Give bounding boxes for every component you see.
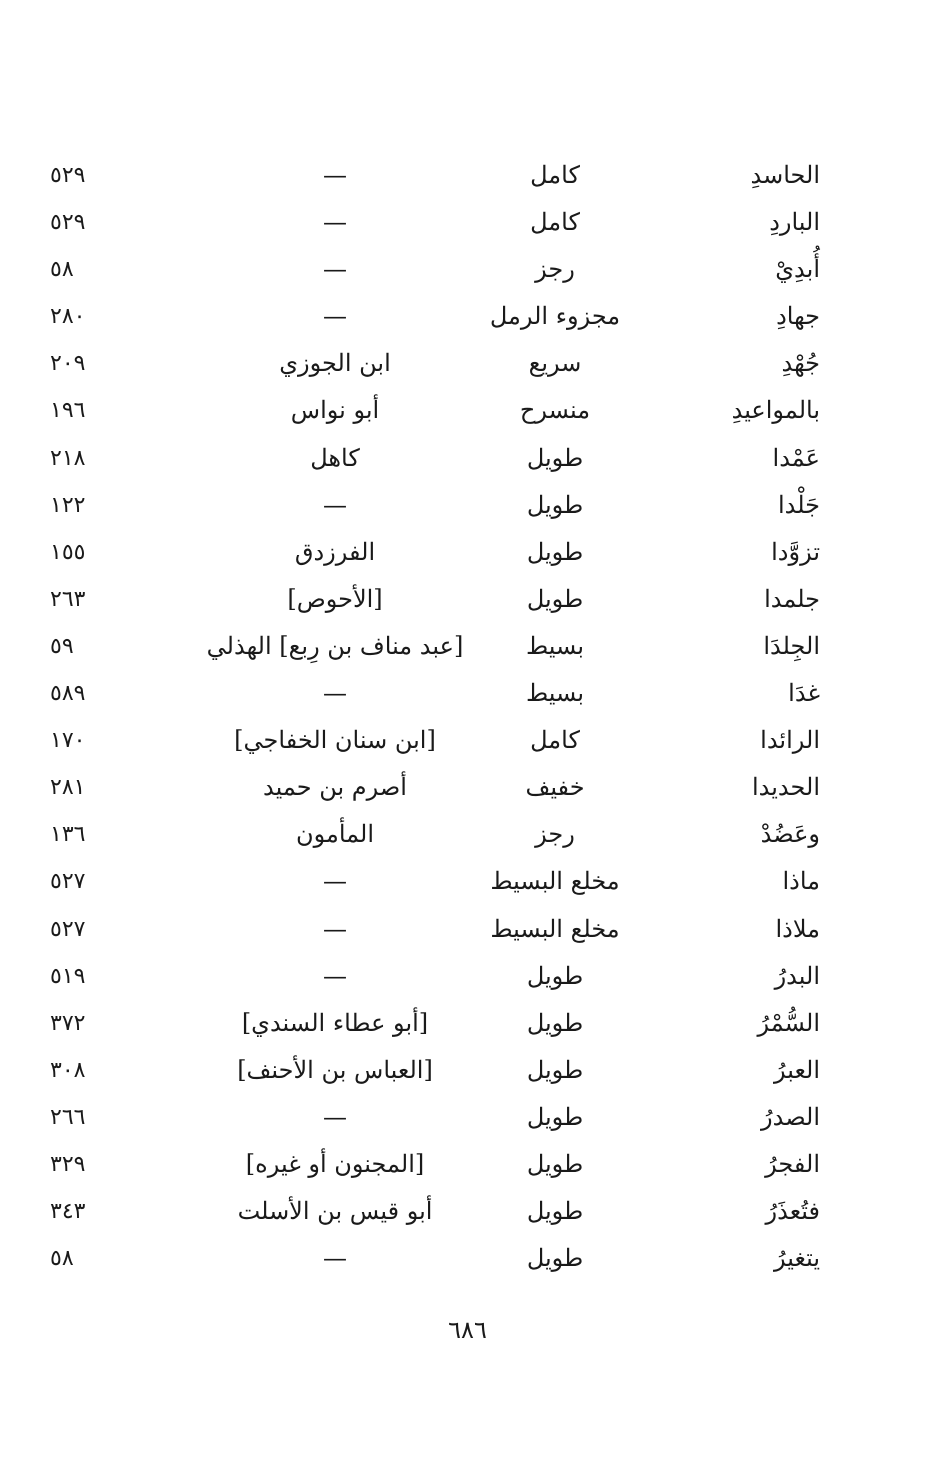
rhyme-word: تزوَّدا bbox=[771, 537, 820, 566]
page-ref: ٥٢٩ bbox=[50, 210, 86, 236]
table-row bbox=[50, 246, 840, 293]
table-row bbox=[50, 293, 840, 340]
table-row bbox=[50, 906, 840, 953]
meter: رجز bbox=[535, 255, 575, 284]
page-ref: ٥٨ bbox=[50, 1246, 74, 1272]
poet: أصرم بن حميد bbox=[263, 773, 407, 802]
rhyme-word: غدَا bbox=[788, 679, 820, 708]
page-ref: ٥١٩ bbox=[50, 963, 86, 989]
page-ref: ٢١٨ bbox=[50, 445, 86, 471]
rhyme-word: جهادِ bbox=[776, 302, 820, 331]
meter: طويل bbox=[526, 490, 584, 519]
table-row bbox=[50, 529, 840, 576]
poet: — bbox=[323, 490, 347, 519]
table-row bbox=[50, 670, 840, 717]
meter: سريع bbox=[528, 349, 582, 378]
rhyme-word: وعَضُدْ bbox=[760, 820, 820, 849]
meter: رجز bbox=[535, 820, 575, 849]
page-ref: ٥٨ bbox=[50, 257, 74, 283]
rhyme-word: العبرُ bbox=[773, 1055, 820, 1084]
rhyme-word: الرائدا bbox=[760, 726, 820, 755]
table-row bbox=[50, 811, 840, 858]
poet: [عبد مناف بن رِبع] الهذلي bbox=[206, 631, 464, 660]
meter: كامل bbox=[530, 726, 580, 755]
table-row bbox=[50, 482, 840, 529]
table-row bbox=[50, 953, 840, 1000]
table-row bbox=[50, 199, 840, 246]
rhyme-word: يتغيرُ bbox=[774, 1244, 820, 1273]
poet: أبو قيس بن الأسلت bbox=[237, 1197, 433, 1226]
table-row bbox=[50, 387, 840, 434]
table-row bbox=[50, 1188, 840, 1235]
meter: خفيف bbox=[525, 773, 585, 802]
page-ref: ٢٠٩ bbox=[50, 351, 86, 377]
page-ref: ١٩٦ bbox=[50, 398, 86, 424]
poet: [الأحوص] bbox=[287, 584, 383, 613]
table-row bbox=[50, 435, 840, 482]
poet: — bbox=[323, 961, 347, 990]
poet: — bbox=[323, 302, 347, 331]
page-ref: ٣٧٢ bbox=[50, 1010, 86, 1036]
meter: طويل bbox=[526, 1149, 584, 1178]
poet: كاهل bbox=[310, 443, 360, 472]
rhyme-word: البدرُ bbox=[774, 961, 820, 990]
poet: — bbox=[323, 867, 347, 896]
meter: مخلع البسيط bbox=[490, 867, 620, 896]
page-ref: ٢٦٦ bbox=[50, 1104, 86, 1130]
meter: كامل bbox=[530, 208, 580, 237]
poet: [ابن سنان الخفاجي] bbox=[234, 726, 436, 755]
poet: ابن الجوزي bbox=[279, 349, 391, 378]
page-ref: ١٣٦ bbox=[50, 822, 86, 848]
table-row bbox=[50, 340, 840, 387]
meter: طويل bbox=[526, 537, 584, 566]
rhyme-word: السُّمْرُ bbox=[757, 1008, 820, 1037]
meter: طويل bbox=[526, 1197, 584, 1226]
page-ref: ٥٢٧ bbox=[50, 916, 86, 942]
poet: الفرزدق bbox=[294, 537, 376, 566]
table-row bbox=[50, 1094, 840, 1141]
rhyme-word: الحديدا bbox=[751, 773, 820, 802]
poet: — bbox=[323, 208, 347, 237]
table-row bbox=[50, 858, 840, 905]
poet: أبو نواس bbox=[290, 396, 380, 425]
meter: طويل bbox=[526, 1102, 584, 1131]
rhyme-word: جَلْدا bbox=[777, 490, 820, 519]
meter: طويل bbox=[526, 961, 584, 990]
meter: بسيط bbox=[525, 631, 585, 660]
poetry-index-table bbox=[50, 152, 840, 1282]
meter: طويل bbox=[526, 443, 584, 472]
page-ref: ٥٨٩ bbox=[50, 681, 86, 707]
rhyme-word: الباردِ bbox=[769, 208, 820, 237]
page-ref: ٣٢٩ bbox=[50, 1151, 86, 1177]
meter: منسرح bbox=[519, 396, 591, 425]
table-row bbox=[50, 1047, 840, 1094]
poet: [المجنون أو غيره] bbox=[245, 1149, 425, 1178]
meter: مخلع البسيط bbox=[490, 914, 620, 943]
table-row bbox=[50, 1000, 840, 1047]
poet: [أبو عطاء السندي] bbox=[241, 1008, 429, 1037]
rhyme-word: ماذا bbox=[782, 867, 820, 896]
rhyme-word: عَمْدا bbox=[772, 443, 820, 472]
page-ref: ١٧٠ bbox=[50, 728, 86, 754]
table-row bbox=[50, 623, 840, 670]
meter: كامل bbox=[530, 161, 580, 189]
poet: [العباس بن الأحنف] bbox=[237, 1055, 433, 1084]
page-ref: ٥٩ bbox=[50, 633, 74, 659]
poet: — bbox=[323, 161, 347, 189]
page-ref: ٢٨١ bbox=[50, 775, 86, 801]
rhyme-word: ملاذا bbox=[775, 914, 820, 943]
rhyme-word: جُهْدِ bbox=[781, 349, 820, 378]
meter: طويل bbox=[526, 1244, 584, 1273]
rhyme-word: أُبدِيْ bbox=[775, 255, 820, 284]
rhyme-word: الصدرُ bbox=[761, 1102, 820, 1131]
meter: طويل bbox=[526, 1055, 584, 1084]
table-row bbox=[50, 1235, 840, 1282]
page-ref: ٣٠٨ bbox=[50, 1057, 86, 1083]
page-ref: ١٥٥ bbox=[50, 539, 86, 565]
table-row bbox=[50, 1141, 840, 1188]
poet: — bbox=[323, 255, 347, 284]
table-row bbox=[50, 717, 840, 764]
poet: — bbox=[323, 1244, 347, 1273]
rhyme-word: بالمواعيدِ bbox=[731, 396, 820, 425]
meter: طويل bbox=[526, 584, 584, 613]
page-number: ٦٨٦ bbox=[448, 1316, 487, 1344]
page-ref: ٥٢٧ bbox=[50, 869, 86, 895]
rhyme-word: جلمدا bbox=[764, 584, 820, 613]
rhyme-word: الفجرُ bbox=[765, 1149, 820, 1178]
rhyme-word: الجِلدَا bbox=[763, 631, 820, 660]
meter: مجزوء الرمل bbox=[489, 302, 621, 331]
page-ref: ٢٦٣ bbox=[50, 586, 86, 612]
page-ref: ٥٢٩ bbox=[50, 163, 86, 188]
poet: — bbox=[323, 1102, 347, 1131]
meter: بسيط bbox=[525, 679, 585, 708]
table-row bbox=[50, 764, 840, 811]
poet: المأمون bbox=[295, 820, 375, 849]
poet: — bbox=[323, 914, 347, 943]
table-row bbox=[50, 152, 840, 199]
poet: — bbox=[323, 679, 347, 708]
rhyme-word: فتُعذَرُ bbox=[765, 1197, 820, 1226]
rhyme-word: الحاسدِ bbox=[750, 161, 820, 189]
page-ref: ١٢٢ bbox=[50, 492, 86, 518]
table-row bbox=[50, 576, 840, 623]
meter: طويل bbox=[526, 1008, 584, 1037]
page-ref: ٣٤٣ bbox=[50, 1199, 86, 1225]
page-ref: ٢٨٠ bbox=[50, 304, 86, 330]
